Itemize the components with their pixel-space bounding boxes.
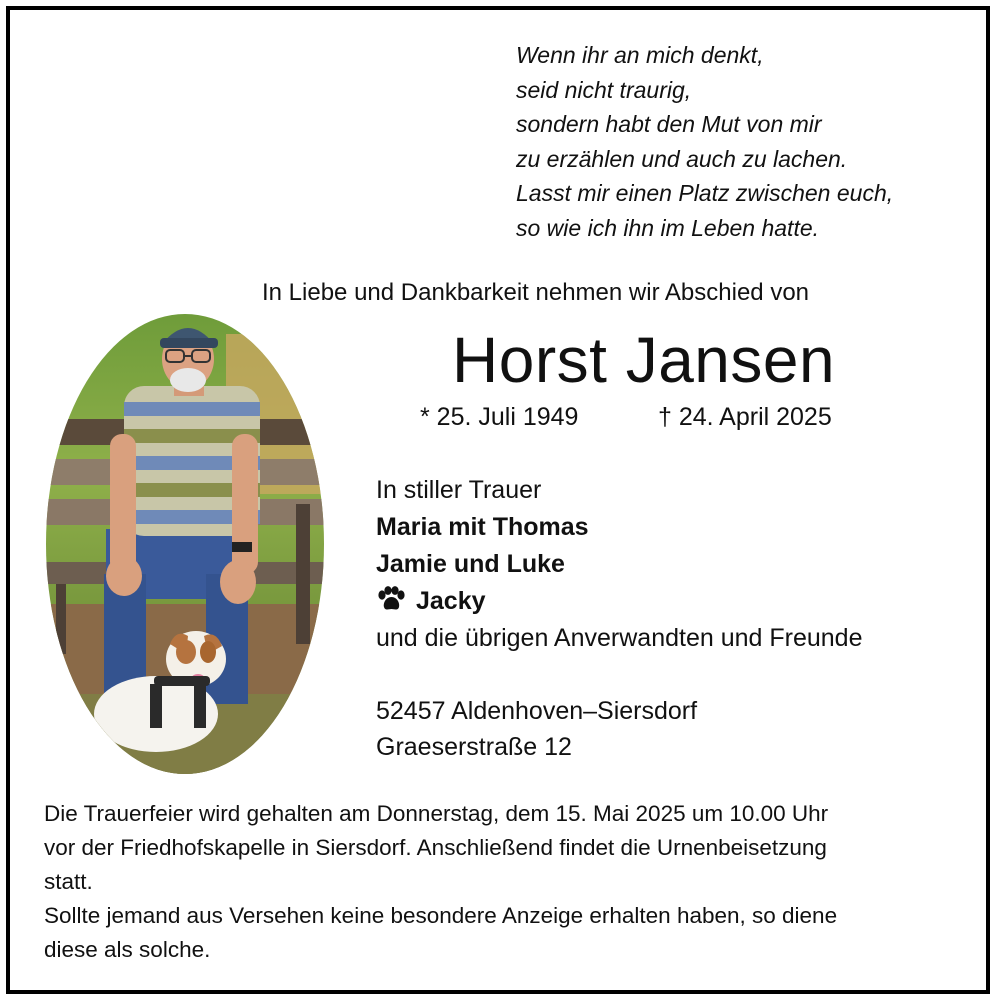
- death-date: † 24. April 2025: [658, 403, 832, 431]
- farewell-intro: In Liebe und Dankbarkeit nehmen wir Abschied von: [262, 279, 810, 306]
- service-line: Sollte jemand aus Versehen keine besondere Anzeige erhalten haben, so diene: [44, 903, 838, 928]
- deceased-name: Horst Jansen: [452, 324, 836, 396]
- service-line: statt.: [44, 869, 93, 894]
- portrait-photo: [46, 314, 324, 774]
- poem-line: sondern habt den Mut von mir: [516, 111, 822, 137]
- poem-line: seid nicht traurig,: [516, 76, 692, 103]
- mourners-block: [376, 472, 862, 657]
- mourning-heading: In stiller Trauer: [376, 476, 542, 504]
- address-street: Graeserstraße 12: [376, 733, 572, 761]
- pet-name: Jacky: [416, 587, 486, 615]
- service-line: vor der Friedhofskapelle in Siersdorf. Anschließend findet die Urnenbeisetzung: [44, 835, 827, 860]
- poem-line: Lasst mir einen Platz zwischen euch,: [516, 180, 894, 206]
- birth-date: * 25. Juli 1949: [420, 403, 579, 431]
- address-city: 52457 Aldenhoven–Siersdorf: [376, 697, 698, 725]
- other-mourners: und die übrigen Anverwandten und Freunde: [376, 624, 863, 652]
- funeral-service-info: [44, 797, 964, 967]
- poem-line: Wenn ihr an mich denkt,: [516, 42, 764, 68]
- mourner-name: Maria mit Thomas: [376, 513, 589, 541]
- service-line: diese als solche.: [44, 937, 211, 962]
- pet-line: [376, 583, 862, 620]
- poem-line: so wie ich ihn im Leben hatte.: [516, 214, 820, 241]
- poem: [516, 38, 893, 245]
- paw-icon: [376, 586, 406, 612]
- address-block: [376, 693, 697, 765]
- mourner-name: Jamie und Luke: [376, 550, 565, 578]
- poem-line: zu erzählen und auch zu lachen.: [516, 145, 848, 172]
- service-line: Die Trauerfeier wird gehalten am Donnerstag, dem 15. Mai 2025 um 10.00 Uhr: [44, 801, 829, 826]
